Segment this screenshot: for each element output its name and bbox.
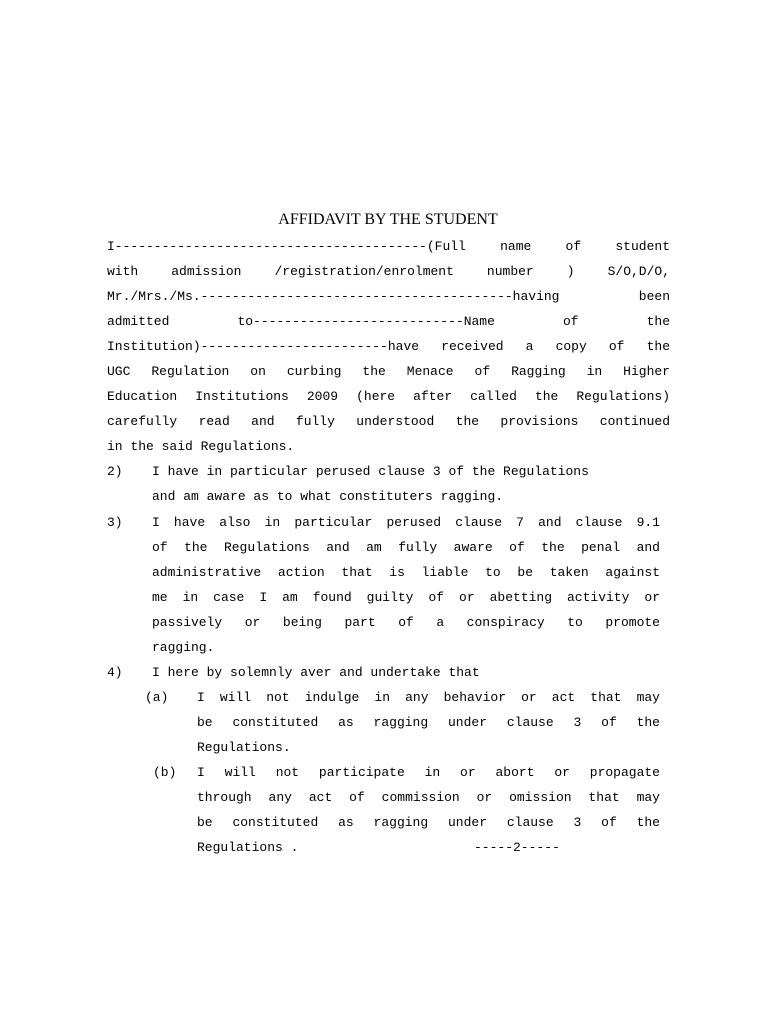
subitem-line: be constituted as ragging under clause 3 of the [197,715,660,730]
subitem-label: (a) [145,690,169,705]
intro-line: Mr./Mrs./Ms.----------------------------------------having been [107,289,670,304]
item-4-text [152,660,660,685]
item-line: ragging. [152,640,215,655]
intro-line: UGC Regulation on curbing the Menace of Ragging in Higher [107,364,670,379]
item-line: I have also in particular perused clause 7 and clause 9.1 [152,515,660,530]
item-line: me in case I am found guilty of or abetting activity or [152,590,660,605]
item-number: 3) [107,515,123,530]
subitem-line: Regulations. [197,740,291,755]
intro-line: admitted to---------------------------Name of the [107,314,670,329]
subitem-line: I will not participate in or abort or propagate [197,765,660,780]
intro-line: carefully read and fully understood the provisions continued [107,414,670,429]
item-3-text [152,510,660,660]
item-number: 4) [107,665,123,680]
subitem-label: (b) [153,765,177,780]
subitem-line: through any act of commission or omission that may [197,790,660,805]
intro-paragraph [107,234,670,459]
item-line: passively or being part of a conspiracy to promote [152,615,660,630]
document-title: AFFIDAVIT BY THE STUDENT [278,211,498,228]
intro-line: Education Institutions 2009 (here after called the Regulations) [107,389,670,404]
item-line: administrative action that is liable to be taken against [152,565,660,580]
item-line: I here by solemnly aver and undertake that [152,665,480,680]
page-marker: -----2----- [474,840,560,855]
subitem-a-text [197,685,660,760]
intro-line: Institution)------------------------have received a copy of the [107,339,670,354]
subitem-b-text [197,760,660,860]
intro-line: in the said Regulations. [107,439,295,454]
subitem-line: I will not indulge in any behavior or act that may [197,690,660,705]
subitem-line: Regulations . [197,840,299,855]
intro-line: with admission /registration/enrolment number ) S/O,D/O, [107,264,670,279]
item-line: of the Regulations and am fully aware of the penal and [152,540,660,555]
item-line: and am aware as to what constituters ragging. [152,489,504,504]
subitem-line: be constituted as ragging under clause 3 of the [197,815,660,830]
item-number: 2) [107,464,123,479]
item-line: I have in particular perused clause 3 of the Regulations [152,464,589,479]
intro-line: I----------------------------------------(Full name of student [107,239,670,254]
item-2-text [152,459,660,509]
